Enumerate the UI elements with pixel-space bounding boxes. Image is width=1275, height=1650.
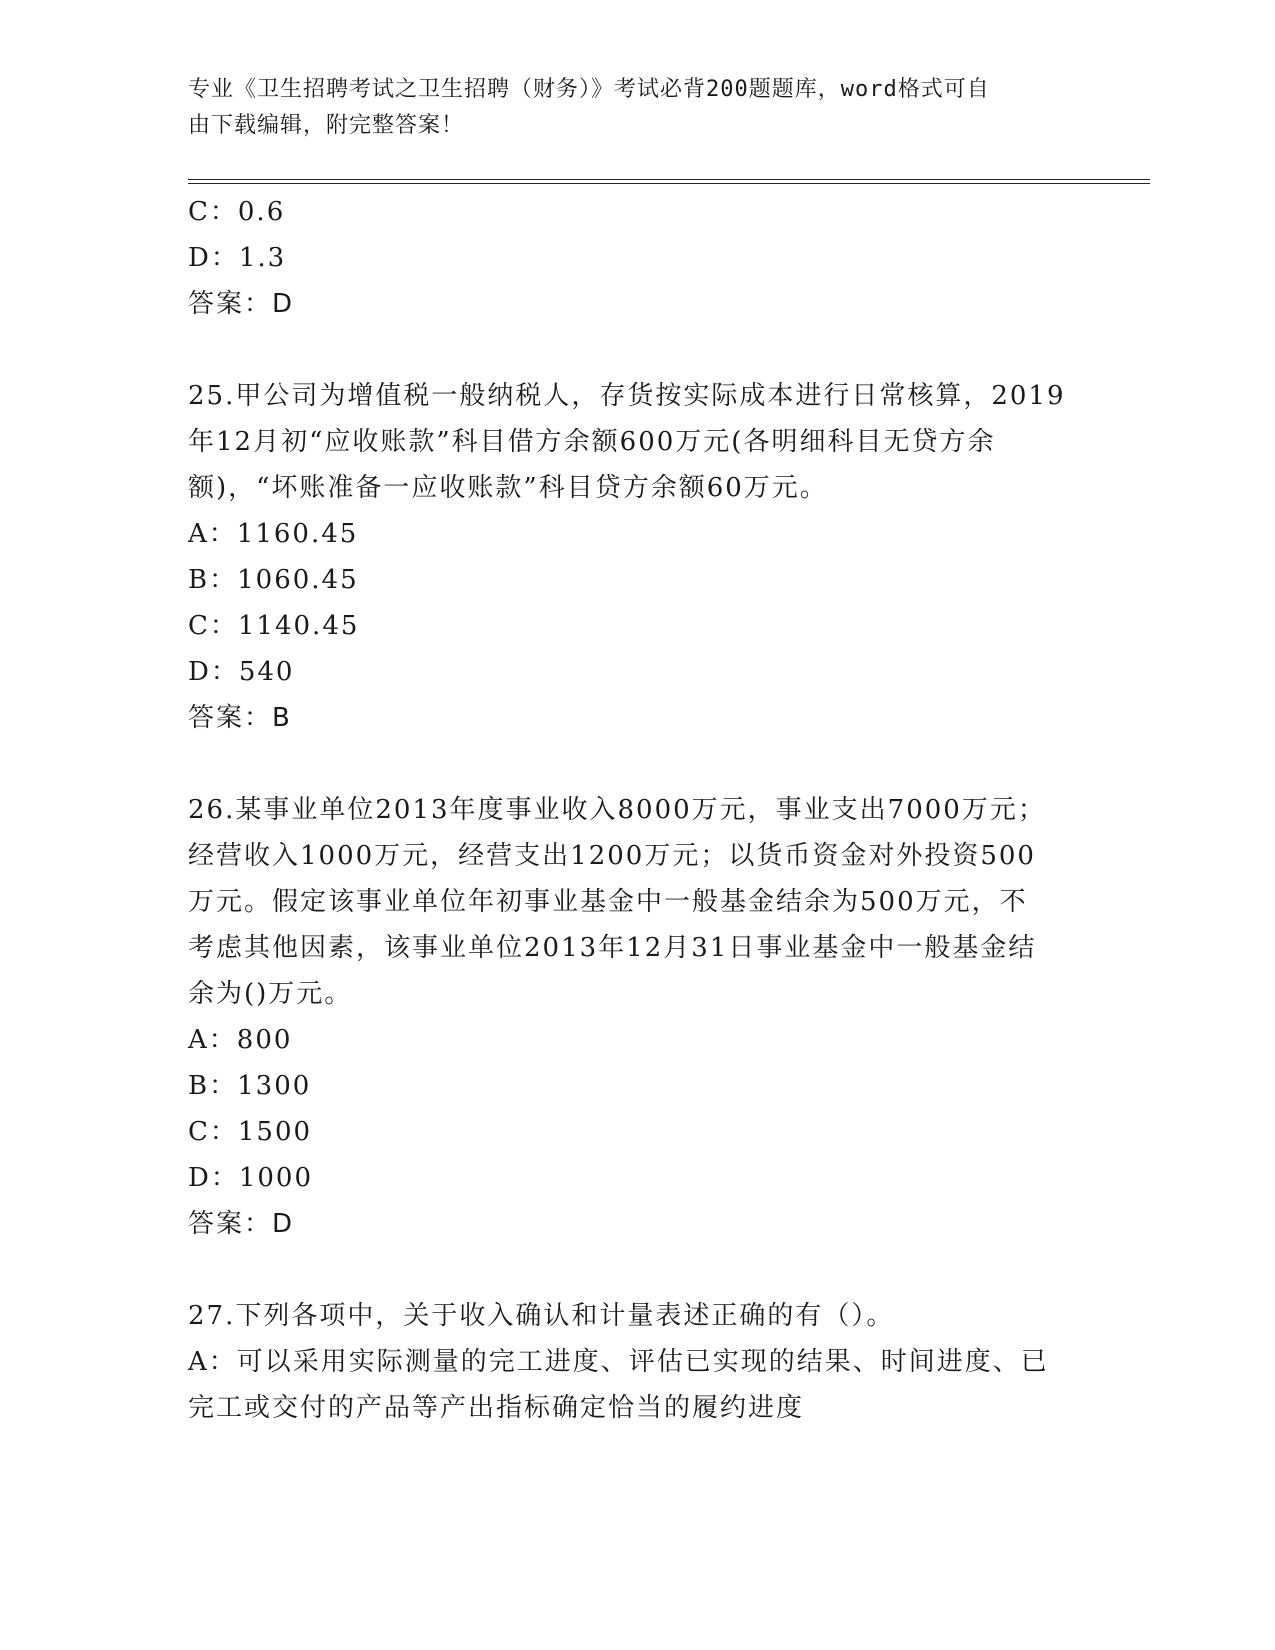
question-text-line: 考虑其他因素，该事业单位2013年12月31日事业基金中一般基金结 [188,933,1037,963]
question-text-line: 26.某事业单位2013年度事业收入8000万元，事业支出7000万元； [188,795,1046,825]
question-text-line: 万元。假定该事业单位年初事业基金中一般基金结余为500万元，不 [188,887,1028,917]
answer-line: 答案：B [188,703,292,733]
option-d: D：1000 [188,1163,314,1193]
option-a: A：可以采用实际测量的完工进度、评估已实现的结果、时间进度、已 [188,1347,1049,1377]
answer-line: 答案：D [188,289,295,319]
header-divider-bottom [188,183,1150,184]
option-d: D：540 [188,657,295,687]
option-d: D：1.3 [188,243,287,273]
header-line-1: 专业《卫生招聘考试之卫生招聘（财务）》考试必背200题题库，word格式可自 [188,77,990,102]
document-header [188,72,1068,144]
question-text-line: 余为()万元。 [188,979,353,1009]
question-25 [188,373,1078,741]
option-a: A：800 [188,1025,293,1055]
header-line-2: 由下载编辑，附完整答案！ [188,113,465,138]
question-text-line: 经营收入1000万元，经营支出1200万元；以货币资金对外投资500 [188,841,1036,871]
option-c: C：1140.45 [188,611,360,641]
option-c: C：0.6 [188,197,286,227]
spacer [188,1247,1078,1293]
answer-line: 答案：D [188,1209,295,1239]
question-text-line: 25.甲公司为增值税一般纳税人，存货按实际成本进行日常核算，2019 [188,381,1066,411]
option-c: C：1500 [188,1117,313,1147]
option-a: A：1160.45 [188,519,359,549]
option-b: B：1300 [188,1071,312,1101]
option-a-continuation: 完工或交付的产品等产出指标确定恰当的履约进度 [188,1393,805,1423]
question-text-line: 27.下列各项中，关于收入确认和计量表述正确的有（）。 [188,1301,895,1331]
question-24-tail [188,189,1078,327]
header-divider-top [188,179,1150,180]
question-27 [188,1293,1078,1431]
option-b: B：1060.45 [188,565,359,595]
spacer [188,741,1078,787]
document-body [188,189,1078,1431]
question-text-line: 额)，“坏账准备一应收账款”科目贷方余额60万元。 [188,473,828,503]
question-26 [188,787,1078,1247]
spacer [188,327,1078,373]
question-text-line: 年12月初“应收账款”科目借方余额600万元(各明细科目无贷方余 [188,427,996,457]
